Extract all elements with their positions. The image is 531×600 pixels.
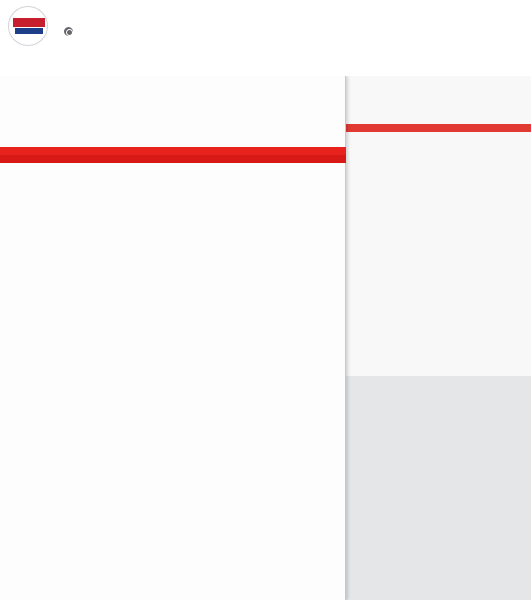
column-headers xyxy=(0,111,346,123)
globe-icon xyxy=(64,27,73,36)
results-sheet xyxy=(0,76,346,600)
red-bar-time xyxy=(0,155,346,163)
red-bar xyxy=(0,147,346,155)
avatar-logo-text xyxy=(13,18,45,27)
avatar-logo-sub xyxy=(15,28,43,34)
post-header xyxy=(0,0,531,42)
second-red-bar xyxy=(346,124,531,132)
category-sheets-photo xyxy=(346,376,531,600)
post-photo[interactable] xyxy=(0,76,531,600)
results-sheet-second xyxy=(346,76,531,376)
post-meta xyxy=(58,27,73,36)
avatar[interactable] xyxy=(8,6,48,46)
